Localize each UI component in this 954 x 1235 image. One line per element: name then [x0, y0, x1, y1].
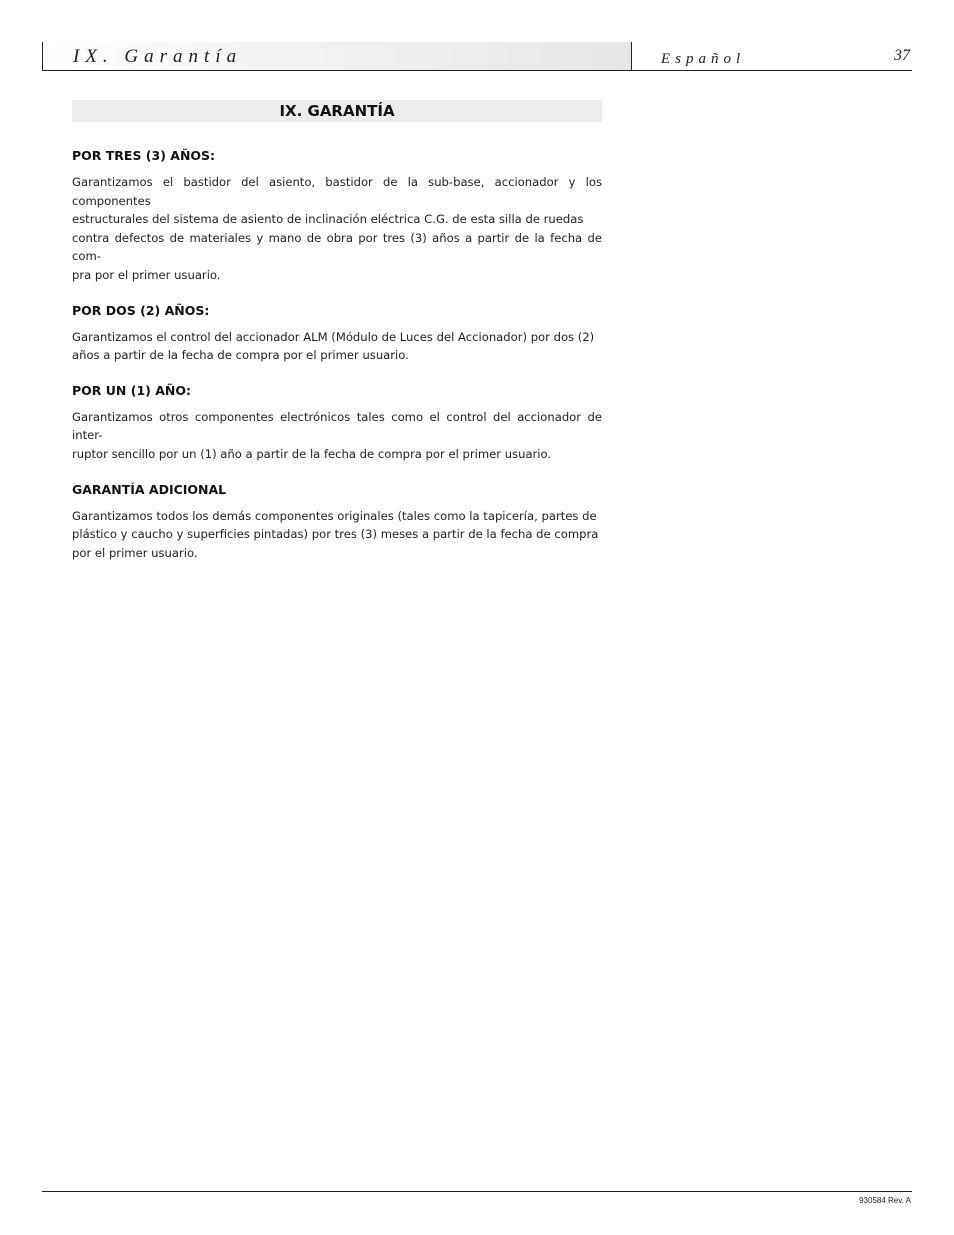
- block-body: [72, 507, 602, 563]
- body-line: ruptor sencillo por un (1) año a partir de la fecha de compra por el primer usuario.: [72, 446, 552, 461]
- body-line: años a partir de la fecha de compra por el primer usuario.: [72, 348, 409, 363]
- header-title-panel: [42, 42, 632, 70]
- block-body: [72, 173, 602, 285]
- body-line: Garantizamos todos los demás componentes originales (tales como la tapicería, partes de: [72, 508, 597, 523]
- block-heading: GARANTÍA ADICIONAL: [72, 481, 227, 497]
- block-heading: POR UN (1) AÑO:: [72, 382, 191, 398]
- warranty-block-additional: [72, 482, 602, 563]
- header-language: Español: [661, 51, 746, 67]
- block-body: [72, 408, 602, 464]
- document-code: 930584 Rev. A: [859, 1196, 911, 1205]
- section-title: IX. GARANTÍA: [72, 100, 602, 122]
- page-header: [42, 42, 912, 71]
- body-line: Garantizamos otros componentes electrónicos tales como el control del accionador de inter-: [72, 409, 602, 443]
- body-line: estructurales del sistema de asiento de inclinación eléctrica C.G. de esta silla de ruedas: [72, 212, 584, 227]
- footer-rule: [42, 1191, 912, 1192]
- warranty-block-two-years: [72, 303, 602, 365]
- block-heading: POR DOS (2) AÑOS:: [72, 302, 210, 318]
- header-chapter-title: IX. Garantía: [73, 46, 243, 67]
- header-divider: [631, 42, 632, 70]
- warranty-block-three-years: [72, 148, 602, 285]
- body-line: Garantizamos el bastidor del asiento, bastidor de la sub-base, accionador y los componentes: [72, 175, 602, 208]
- body-line: por el primer usuario.: [72, 545, 198, 560]
- warranty-section: [72, 100, 602, 580]
- block-heading: POR TRES (3) AÑOS:: [72, 148, 216, 163]
- block-body: [72, 328, 602, 365]
- body-line: contra defectos de materiales y mano de obra por tres (3) años a partir de la fecha de com-: [72, 230, 602, 264]
- body-line: pra por el primer usuario.: [72, 267, 221, 282]
- page-number: 37: [894, 47, 910, 64]
- warranty-block-one-year: [72, 383, 602, 464]
- body-line: plástico y caucho y superficies pintadas) por tres (3) meses a partir de la fecha de compra: [72, 527, 599, 542]
- header-rule: [42, 70, 912, 71]
- body-line: Garantizamos el control del accionador ALM (Módulo de Luces del Accionador) por dos (2): [72, 329, 595, 344]
